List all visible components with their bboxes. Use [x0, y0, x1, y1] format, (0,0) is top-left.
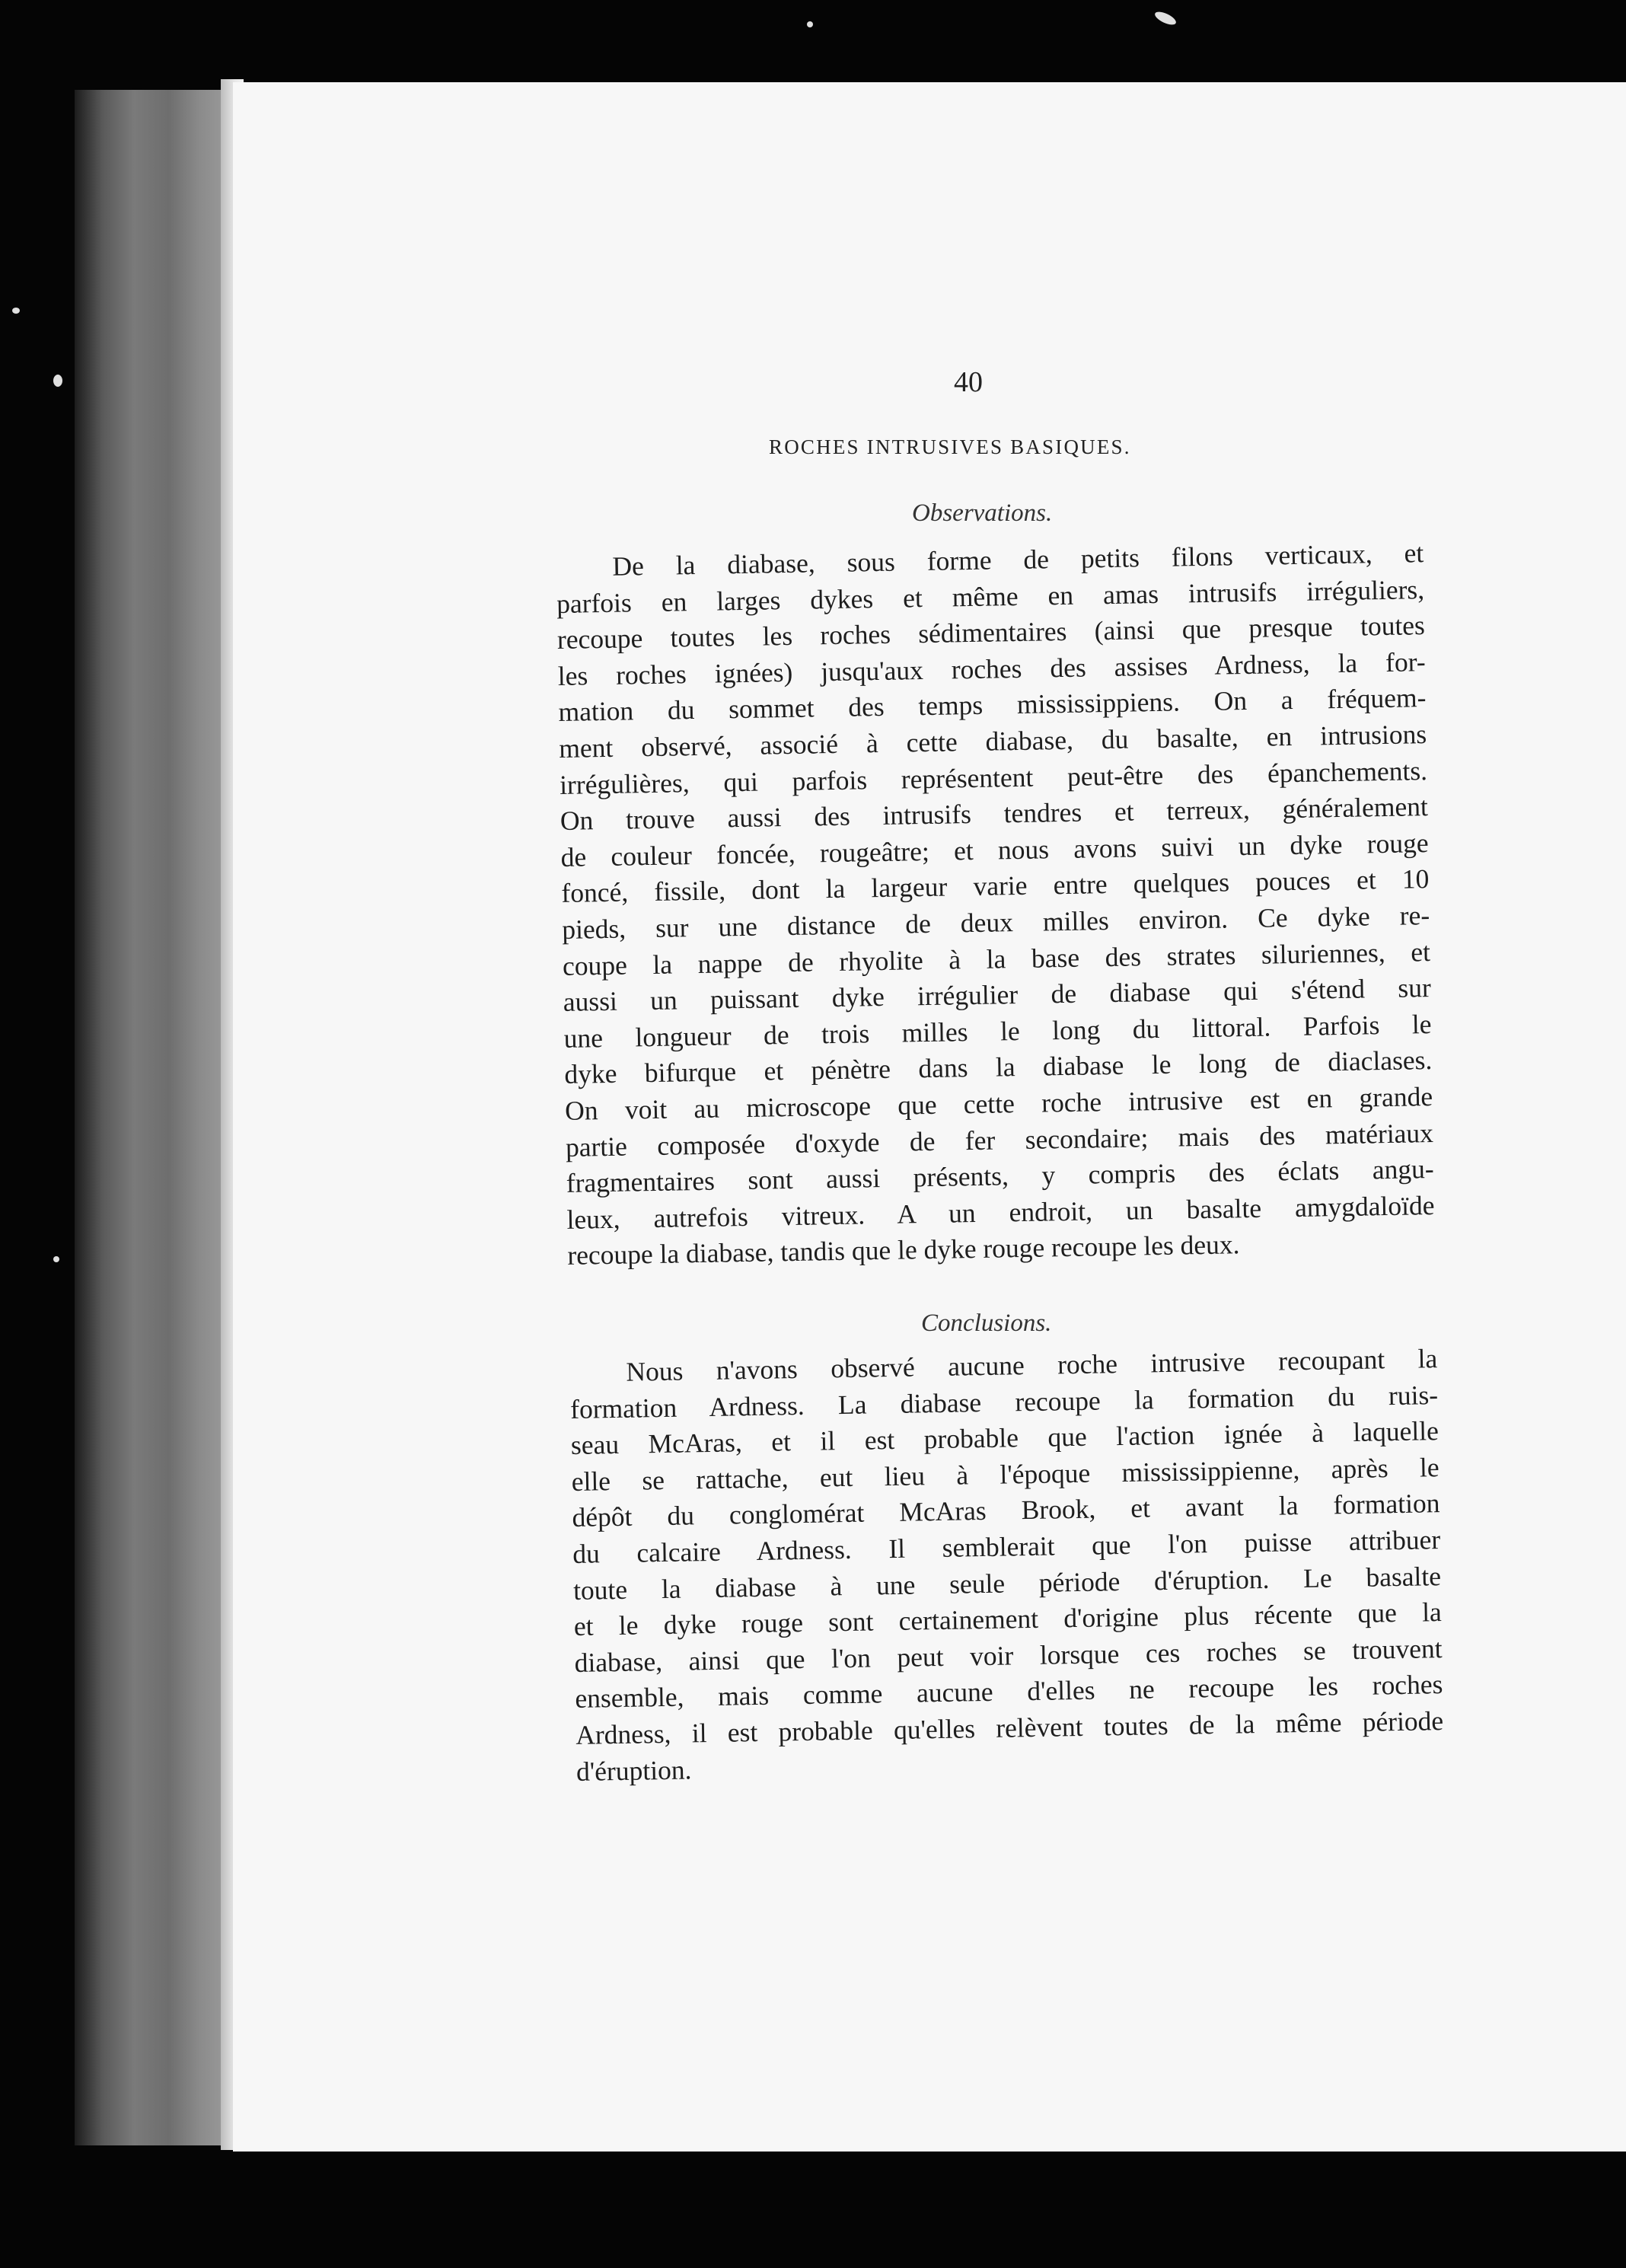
- text-line: pieds, sur une distance de deux milles environ. Ce dyke re-: [561, 899, 1430, 945]
- text-line: recoupe toutes les roches sédimentaires (ainsi que presque toutes: [556, 610, 1426, 656]
- scan-speck: [53, 375, 62, 387]
- text-line: foncé, fissile, dont la largeur varie entre quelques pouces et 10: [561, 863, 1430, 909]
- text-line: formation Ardness. La diabase recoupe la formation du ruis-: [569, 1379, 1439, 1424]
- text-line: recoupe la diabase, tandis que le dyke rouge recoupe les deux.: [567, 1229, 1240, 1271]
- scan-speck: [807, 21, 813, 27]
- text-line: On trouve aussi des intrusifs tendres et terreux, généralement: [560, 791, 1429, 837]
- scan-speck: [53, 1256, 59, 1262]
- text-line: seau McAras, et il est probable que l'action ignée à laquelle: [570, 1415, 1439, 1461]
- observations-heading: Observations.: [912, 499, 1053, 527]
- text-line: fragmentaires sont aussi présents, y compris des éclats angu-: [566, 1153, 1434, 1198]
- scan-speck: [12, 308, 20, 314]
- text-line: parfois en larges dykes et même en amas intrusifs irréguliers,: [556, 573, 1425, 619]
- text-line: irrégulières, qui parfois représentent peut-être des épanchements.: [559, 754, 1428, 800]
- observations-paragraph: [556, 535, 1436, 1274]
- text-line: ensemble, mais comme aucune d'elles ne recoupe les roches: [575, 1669, 1443, 1715]
- text-line: dépôt du conglomérat McAras Brook, et avant la formation: [572, 1488, 1440, 1533]
- page-number: 40: [954, 366, 983, 398]
- section-title: ROCHES INTRUSIVES BASIQUES.: [769, 435, 1131, 458]
- text-line: elle se rattache, eut lieu à l'époque mississippienne, après le: [571, 1451, 1439, 1497]
- text-line: les roches ignées) jusqu'aux roches des assises Ardness, la for-: [557, 646, 1426, 691]
- text-line: une longueur de trois milles le long du littoral. Parfois le: [563, 1008, 1432, 1054]
- text-line: dyke bifurque et pénètre dans la diabase le long de diaclases.: [564, 1045, 1433, 1090]
- conclusions-paragraph: [569, 1341, 1444, 1790]
- text-line: et le dyke rouge sont certainement d'origine plus récente que la: [573, 1597, 1443, 1642]
- text-line: du calcaire Ardness. Il semblerait que l'on puisse attribuer: [572, 1524, 1441, 1569]
- text-line: leux, autrefois vitreux. A un endroit, un basalte amygdaloïde: [566, 1189, 1435, 1235]
- text-line: mation du sommet des temps mississippiens. On a fréquem-: [558, 682, 1427, 728]
- text-line: partie composée d'oxyde de fer secondaire; mais des matériaux: [565, 1117, 1434, 1163]
- text-line: de couleur foncée, rougeâtre; et nous avons suivi un dyke rouge: [560, 827, 1429, 872]
- text-line: aussi un puissant dyke irrégulier de diabase qui s'étend sur: [563, 972, 1432, 1018]
- text-line: d'éruption.: [575, 1753, 692, 1787]
- text-line: ment observé, associé à cette diabase, du basalte, en intrusions: [558, 719, 1427, 764]
- text-line: Nous n'avons observé aucune roche intrusive recoupant la: [626, 1343, 1438, 1387]
- text-line: De la diabase, sous forme de petits filons verticaux, et: [612, 537, 1424, 582]
- text-line: diabase, ainsi que l'on peut voir lorsque ces roches se trouvent: [574, 1632, 1443, 1678]
- text-line: Ardness, il est probable qu'elles relèvent toutes de la même période: [575, 1705, 1444, 1750]
- text-line: coupe la nappe de rhyolite à la base des strates siluriennes, et: [562, 936, 1431, 981]
- text-line: toute la diabase à une seule période d'éruption. Le basalte: [572, 1560, 1442, 1606]
- conclusions-heading: Conclusions.: [921, 1309, 1052, 1337]
- text-line: On voit au microscope que cette roche intrusive est en grande: [564, 1080, 1433, 1126]
- book-spine: [75, 90, 231, 2145]
